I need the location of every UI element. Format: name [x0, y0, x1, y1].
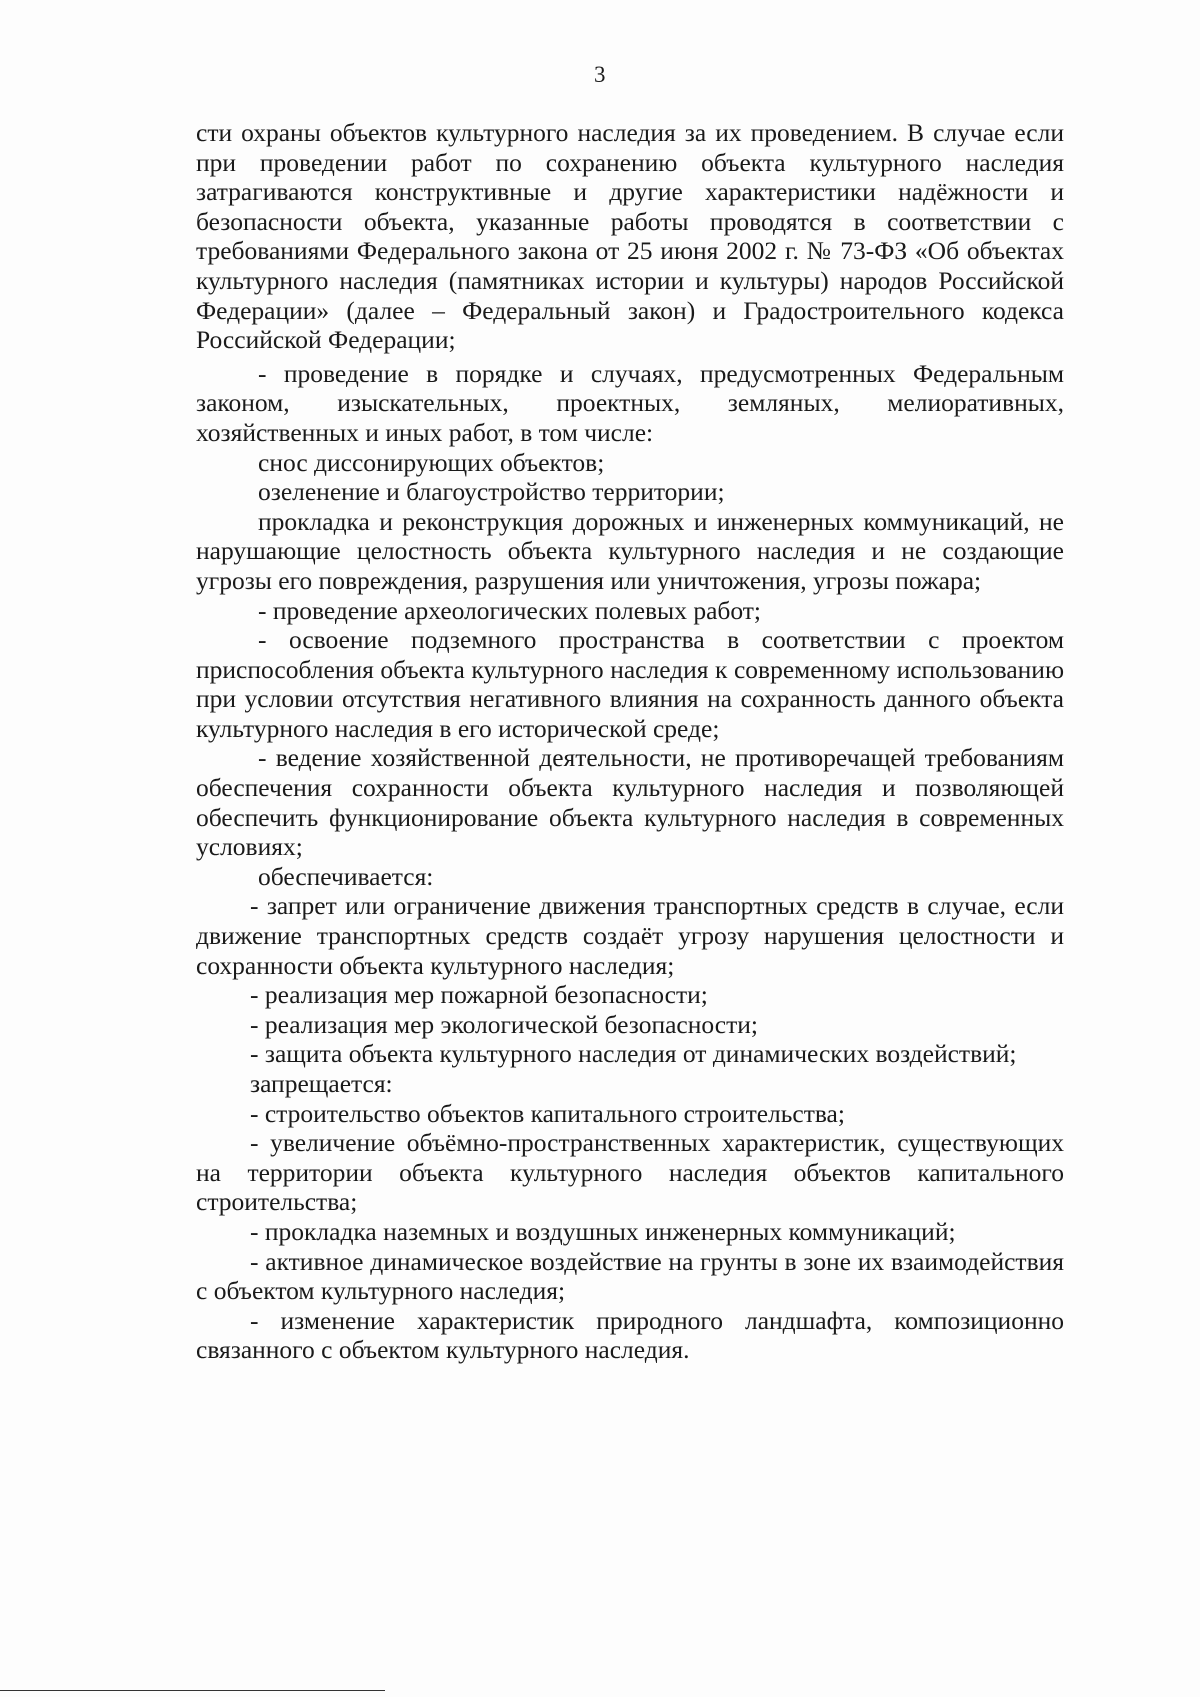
paragraph-15: - строительство объектов капитального строительства; — [250, 1098, 845, 1128]
paragraph-11: - реализация мер пожарной безопасности; — [250, 980, 708, 1010]
paragraph-19: - изменение характеристик природного ландшафта, композиционно связанного с объектом культурного наследия. — [196, 1305, 1064, 1365]
paragraph-14: запрещается: — [250, 1069, 393, 1098]
paragraph-17: - прокладка наземных и воздушных инженерных коммуникаций; — [250, 1216, 956, 1246]
paragraph-13: - защита объекта культурного наследия от динамических воздействий; — [250, 1039, 1017, 1069]
paragraph-12: - реализация мер экологической безопасности; — [250, 1009, 758, 1039]
paragraph-8: - ведение хозяйственной деятельности, не противоречащей требованиям обеспечения сохранности объекта культурного наследия и позволяющей обеспечить функционирование объекта культурного наследия в современных условиях; — [196, 743, 1064, 862]
paragraph-4: озеленение и благоустройство территории; — [258, 477, 725, 507]
document-body — [196, 118, 1064, 1365]
paragraph-7: - освоение подземного пространства в соответствии с проектом приспособления объекта культурного наследия к современному использованию при условии отсутствия негативного влияния на сохранность данного объекта культурного наследия в его исторической среде; — [196, 625, 1064, 743]
paragraph-1: сти охраны объектов культурного наследия за их проведением. В случае если при проведении работ по сохранению объекта культурного наследия затрагиваются конструктивные и другие характеристики надёжности и безопасности объекта, указанные работы проводятся в соответствии с требованиями Федерального закона от 25 июня 2002 г. № 73-ФЗ «Об объектах культурного наследия (памятниках истории и культуры) народов Российской Федерации» (далее – Федеральный закон) и Градостроительного кодекса Российской Федерации; — [196, 118, 1064, 355]
paragraph-2: - проведение в порядке и случаях, предусмотренных Федеральным законом, изыскательных, проектных, земляных, мелиоративных, хозяйственных и иных работ, в том числе: — [196, 358, 1064, 447]
paragraph-16: - увеличение объёмно-пространственных характеристик, существующих на территории объекта культурного наследия объектов капитального строительства; — [196, 1128, 1064, 1217]
footer-rule — [0, 1690, 385, 1691]
page-number: 3 — [594, 62, 606, 87]
paragraph-5: прокладка и реконструкция дорожных и инженерных коммуникаций, не нарушающие целостность объекта культурного наследия и не создающие угрозы его повреждения, разрушения или уничтожения, угрозы пожара; — [196, 506, 1064, 595]
paragraph-18: - активное динамическое воздействие на грунты в зоне их взаимодействия с объектом культурного наследия; — [196, 1246, 1064, 1306]
paragraph-10: - запрет или ограничение движения транспортных средств в случае, если движение транспортных средств создаёт угрозу нарушения целостности и сохранности объекта культурного наследия; — [196, 891, 1064, 980]
paragraph-9: обеспечивается: — [258, 861, 434, 891]
paragraph-3: снос диссонирующих объектов; — [258, 447, 605, 477]
paragraph-6: - проведение археологических полевых работ; — [258, 595, 762, 625]
